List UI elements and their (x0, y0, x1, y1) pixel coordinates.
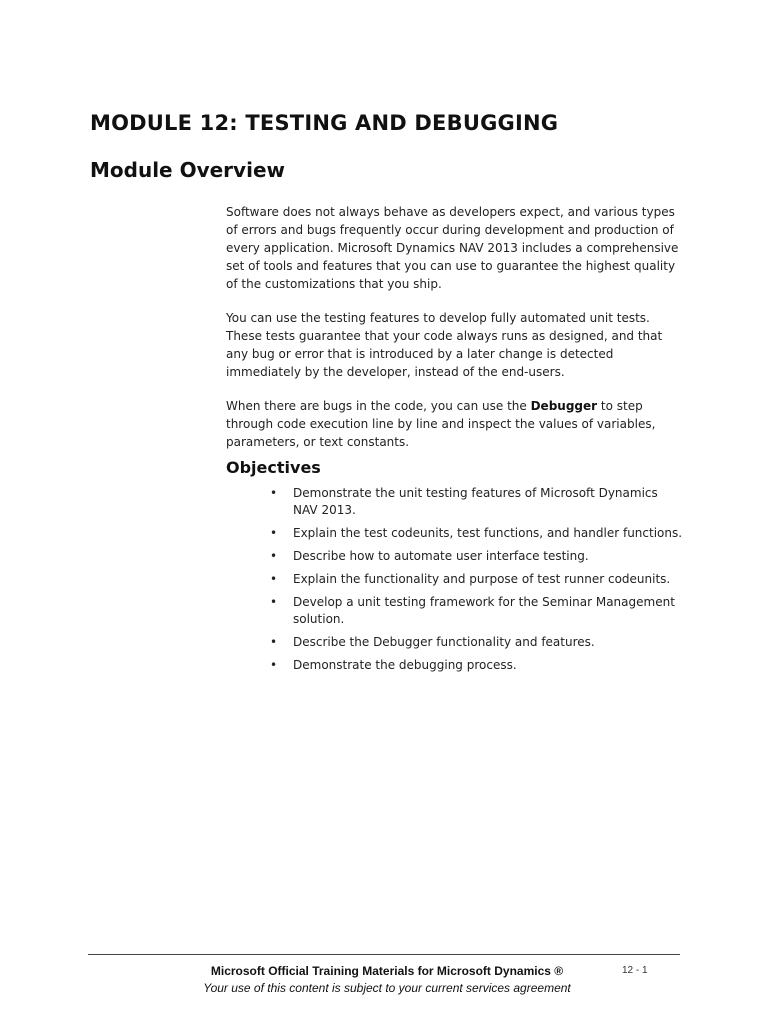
objective-text: Explain the test codeunits, test functions, and handler functions. (293, 526, 683, 540)
footer-divider (88, 954, 680, 955)
bullet-icon: • (270, 595, 278, 609)
overview-paragraph-2: You can use the testing features to develop fully automated unit tests. These tests guarantee that your code always runs as designed, and that any bug or error that is introduced by a later change is detected immediately by the developer, instead of the end-users. (226, 311, 663, 379)
overview-body (226, 203, 686, 467)
objective-item (226, 485, 686, 519)
footer-copyright-line: Microsoft Official Training Materials for Microsoft Dynamics ® (210, 964, 564, 978)
objective-text: Describe the Debugger functionality and features. (293, 635, 595, 649)
objective-text: Develop a unit testing framework for the Seminar Management solution. (293, 595, 675, 626)
module-title: MODULE 12: TESTING AND DEBUGGING (90, 111, 559, 135)
objective-item (226, 594, 686, 628)
objective-item (226, 634, 686, 651)
objective-text: Demonstrate the debugging process. (293, 658, 517, 672)
bullet-icon: • (270, 526, 278, 540)
page-number: 12 - 1 (622, 965, 648, 976)
objectives-heading: Objectives (226, 458, 321, 477)
objective-item (226, 571, 686, 588)
objective-text: Demonstrate the unit testing features of Microsoft Dynamics NAV 2013. (293, 486, 658, 517)
objective-text: Explain the functionality and purpose of test runner codeunits. (293, 572, 671, 586)
objectives-list (226, 485, 686, 680)
bullet-icon: • (270, 486, 278, 500)
objective-text: Describe how to automate user interface testing. (293, 549, 589, 563)
objective-item (226, 657, 686, 674)
section-title: Module Overview (90, 158, 285, 182)
overview-paragraph-1: Software does not always behave as developers expect, and various types of errors and bugs frequently occur during development and production of every application. Microsoft Dynamics NAV 2013 includes a comprehensive set of tools and features that you can use to guarantee the highest quality of the customizations that you ship. (226, 205, 679, 291)
bullet-icon: • (270, 572, 278, 586)
bullet-icon: • (270, 635, 278, 649)
paragraph-3-text-after: to step through code execution line by line and inspect the values of variables, parameters, or text constants. (226, 399, 656, 449)
overview-paragraph-3 (226, 397, 686, 451)
paragraph-3-text-before: When there are bugs in the code, you can use the (226, 399, 531, 413)
objective-item (226, 548, 686, 565)
debugger-term: Debugger (530, 399, 598, 413)
objective-item (226, 525, 686, 542)
footer-license-line: Your use of this content is subject to your current services agreement (203, 981, 571, 995)
bullet-icon: • (270, 549, 278, 563)
bullet-icon: • (270, 658, 278, 672)
